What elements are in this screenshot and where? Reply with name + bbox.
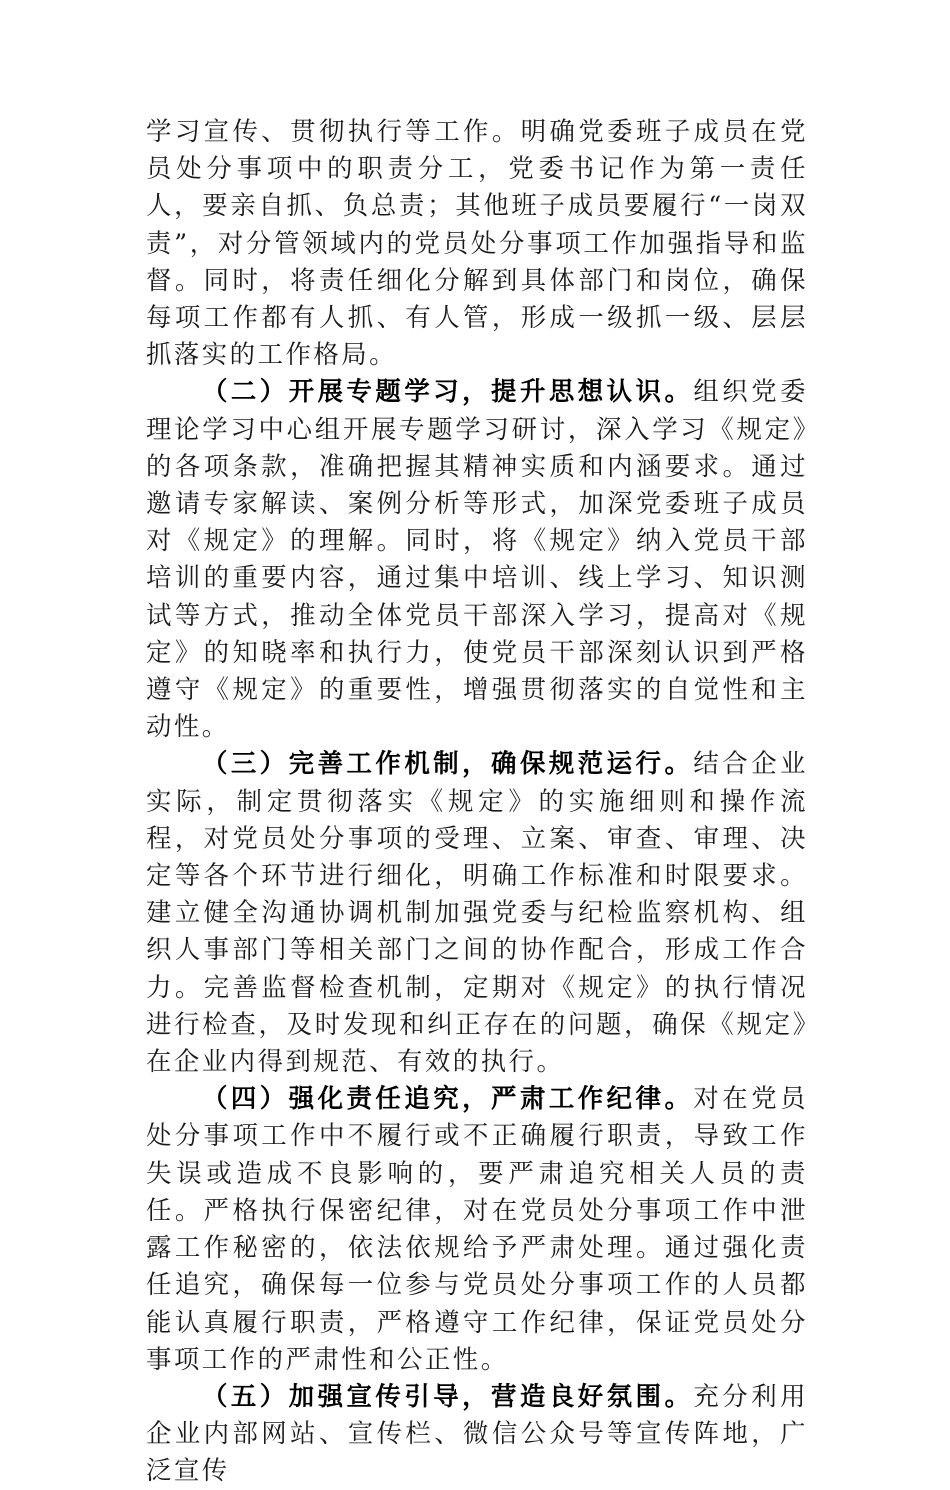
paragraph-5 [146, 1378, 808, 1490]
paragraph-4 [146, 1080, 808, 1378]
paragraph-1-text: 学习宣传、贯彻执行等工作。明确党委班子成员在党员处分事项中的职责分工，党委书记作为第一责任人，要亲自抓、负总责；其他班子成员要履行“一岗双责”，对分管领域内的党员处分事项工作加强指导和监督。同时，将责任细化分解到具体部门和岗位，确保每项工作都有人抓、有人管，形成一级抓一级、层层抓落实的工作格局。 [146, 116, 808, 370]
paragraph-4-text: 对在党员处分事项工作中不履行或不正确履行职责，导致工作失误或造成不良影响的，要严肃追究相关人员的责任。严格执行保密纪律，对在党员处分事项工作中泄露工作秘密的，依法依规给予严肃处理。通过强化责任追究，确保每一位参与党员处分事项工作的人员都能认真履行职责，严格遵守工作纪律，保证党员处分事项工作的严肃性和公正性。 [146, 1083, 809, 1374]
paragraph-4-heading: （四）强化责任追究，严肃工作纪律。 [202, 1083, 694, 1114]
paragraph-5-heading: （五）加强宣传引导，营造良好氛围。 [202, 1380, 694, 1411]
paragraph-2-heading: （二）开展专题学习，提升思想认识。 [202, 376, 694, 407]
paragraph-1 [146, 113, 808, 373]
document-body [146, 113, 808, 1490]
paragraph-2 [146, 373, 808, 745]
paragraph-3-heading: （三）完善工作机制，确保规范运行。 [202, 748, 694, 779]
paragraph-3 [146, 745, 808, 1080]
paragraph-2-text: 组织党委理论学习中心组开展专题学习研讨，深入学习《规定》的各项条款，准确把握其精神实质和内涵要求。通过邀请专家解读、案例分析等形式，加深党委班子成员对《规定》的理解。同时，将《规定》纳入党员干部培训的重要内容，通过集中培训、线上学习、知识测试等方式，推动全体党员干部深入学习，提高对《规定》的知晓率和执行力，使党员干部深刻认识到严格遵守《规定》的重要性，增强贯彻落实的自觉性和主动性。 [146, 376, 809, 742]
paragraph-5-text: 充分利用企业内部网站、宣传栏、微信公众号等宣传阵地，广泛宣传 [146, 1380, 809, 1486]
paragraph-3-text: 结合企业实际，制定贯彻落实《规定》的实施细则和操作流程，对党员处分事项的受理、立案、审查、审理、决定等各个环节进行细化，明确工作标准和时限要求。建立健全沟通协调机制加强党委与纪检监察机构、组织人事部门等相关部门之间的协作配合，形成工作合力。完善监督检查机制，定期对《规定》的执行情况进行检查，及时发现和纠正存在的问题，确保《规定》在企业内得到规范、有效的执行。 [146, 748, 809, 1077]
